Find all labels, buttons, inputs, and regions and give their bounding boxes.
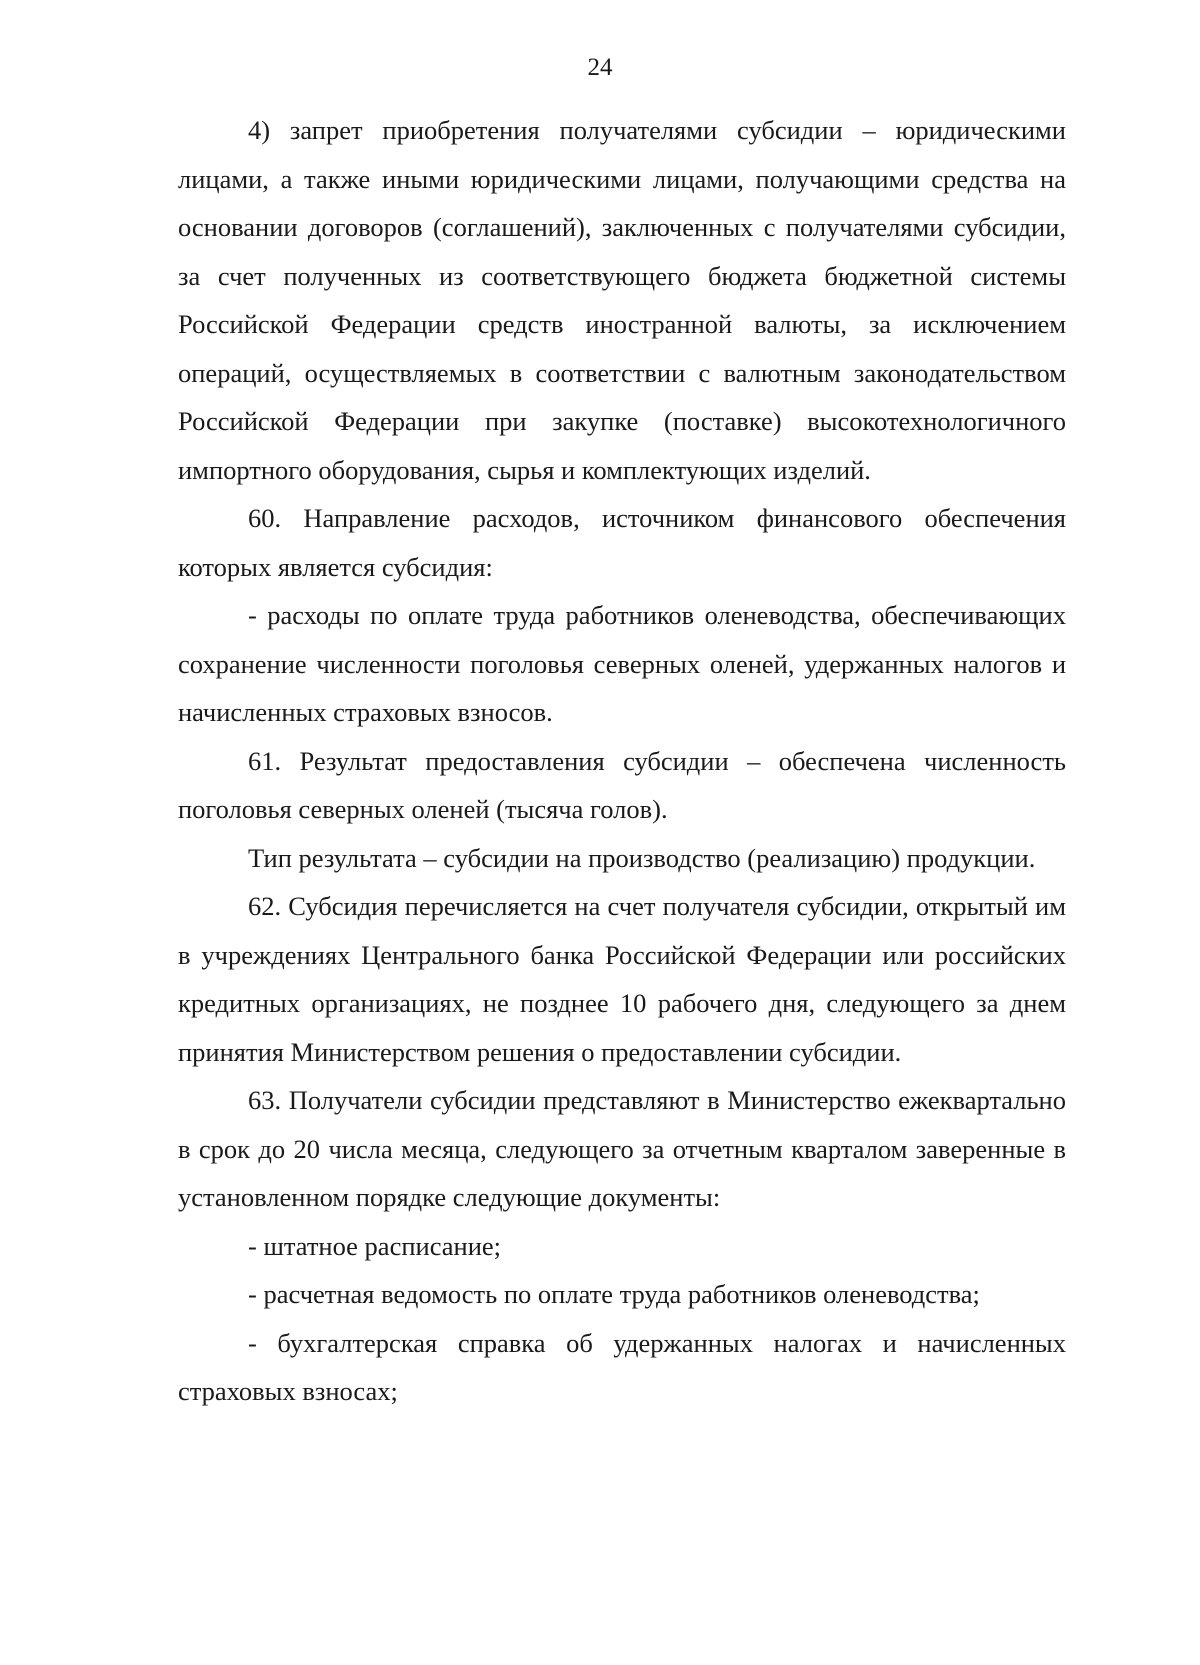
page-number: 24 — [587, 54, 613, 81]
paragraph-62: 62. Субсидия перечисляется на счет получателя субсидии, открытый им в учреждениях Центрального банка Российской Федерации или российских кредитных организациях, не позднее 10 рабочего дня, следующего за днем принятия Министерством решения о предоставлении субсидии. — [178, 891, 1066, 1067]
paragraph-result-type: Тип результата – субсидии на производство (реализацию) продукции. — [248, 842, 1036, 873]
list-item-staffing: - штатное расписание; — [248, 1230, 502, 1261]
paragraph-item-4: 4) запрет приобретения получателями субсидии – юридическими лицами, а также иными юридическими лицами, получающими средства на основании договоров (соглашений), заключенных с получателями субсидии, за счет полученных из соответствующего бюджета бюджетной системы Российской Федерации средств иностранной валюты, за исключением операций, осуществляемых в соответствии с валютным законодательством Российской Федерации при закупке (поставке) высокотехнологичного импортного оборудования, сырья и комплектующих изделий. — [178, 115, 1066, 485]
document-body — [178, 106, 1066, 1416]
paragraph-63: 63. Получатели субсидии представляют в Министерство ежеквартально в срок до 20 числа месяца, следующего за отчетным кварталом заверенные в установленном порядке следующие документы: — [178, 1085, 1066, 1212]
paragraph-60-item: - расходы по оплате труда работников оленеводства, обеспечивающих сохранение численности поголовья северных оленей, удержанных налогов и начисленных страховых взносов. — [178, 600, 1066, 727]
paragraph-61: 61. Результат предоставления субсидии – обеспечена численность поголовья северных оленей (тысяча голов). — [178, 745, 1066, 824]
paragraph-60: 60. Направление расходов, источником финансового обеспечения которых является субсидия: — [178, 503, 1066, 582]
list-item-accounting-note: - бухгалтерская справка об удержанных налогах и начисленных страховых взносах; — [178, 1327, 1066, 1406]
list-item-payroll: - расчетная ведомость по оплате труда работников оленеводства; — [248, 1279, 980, 1309]
